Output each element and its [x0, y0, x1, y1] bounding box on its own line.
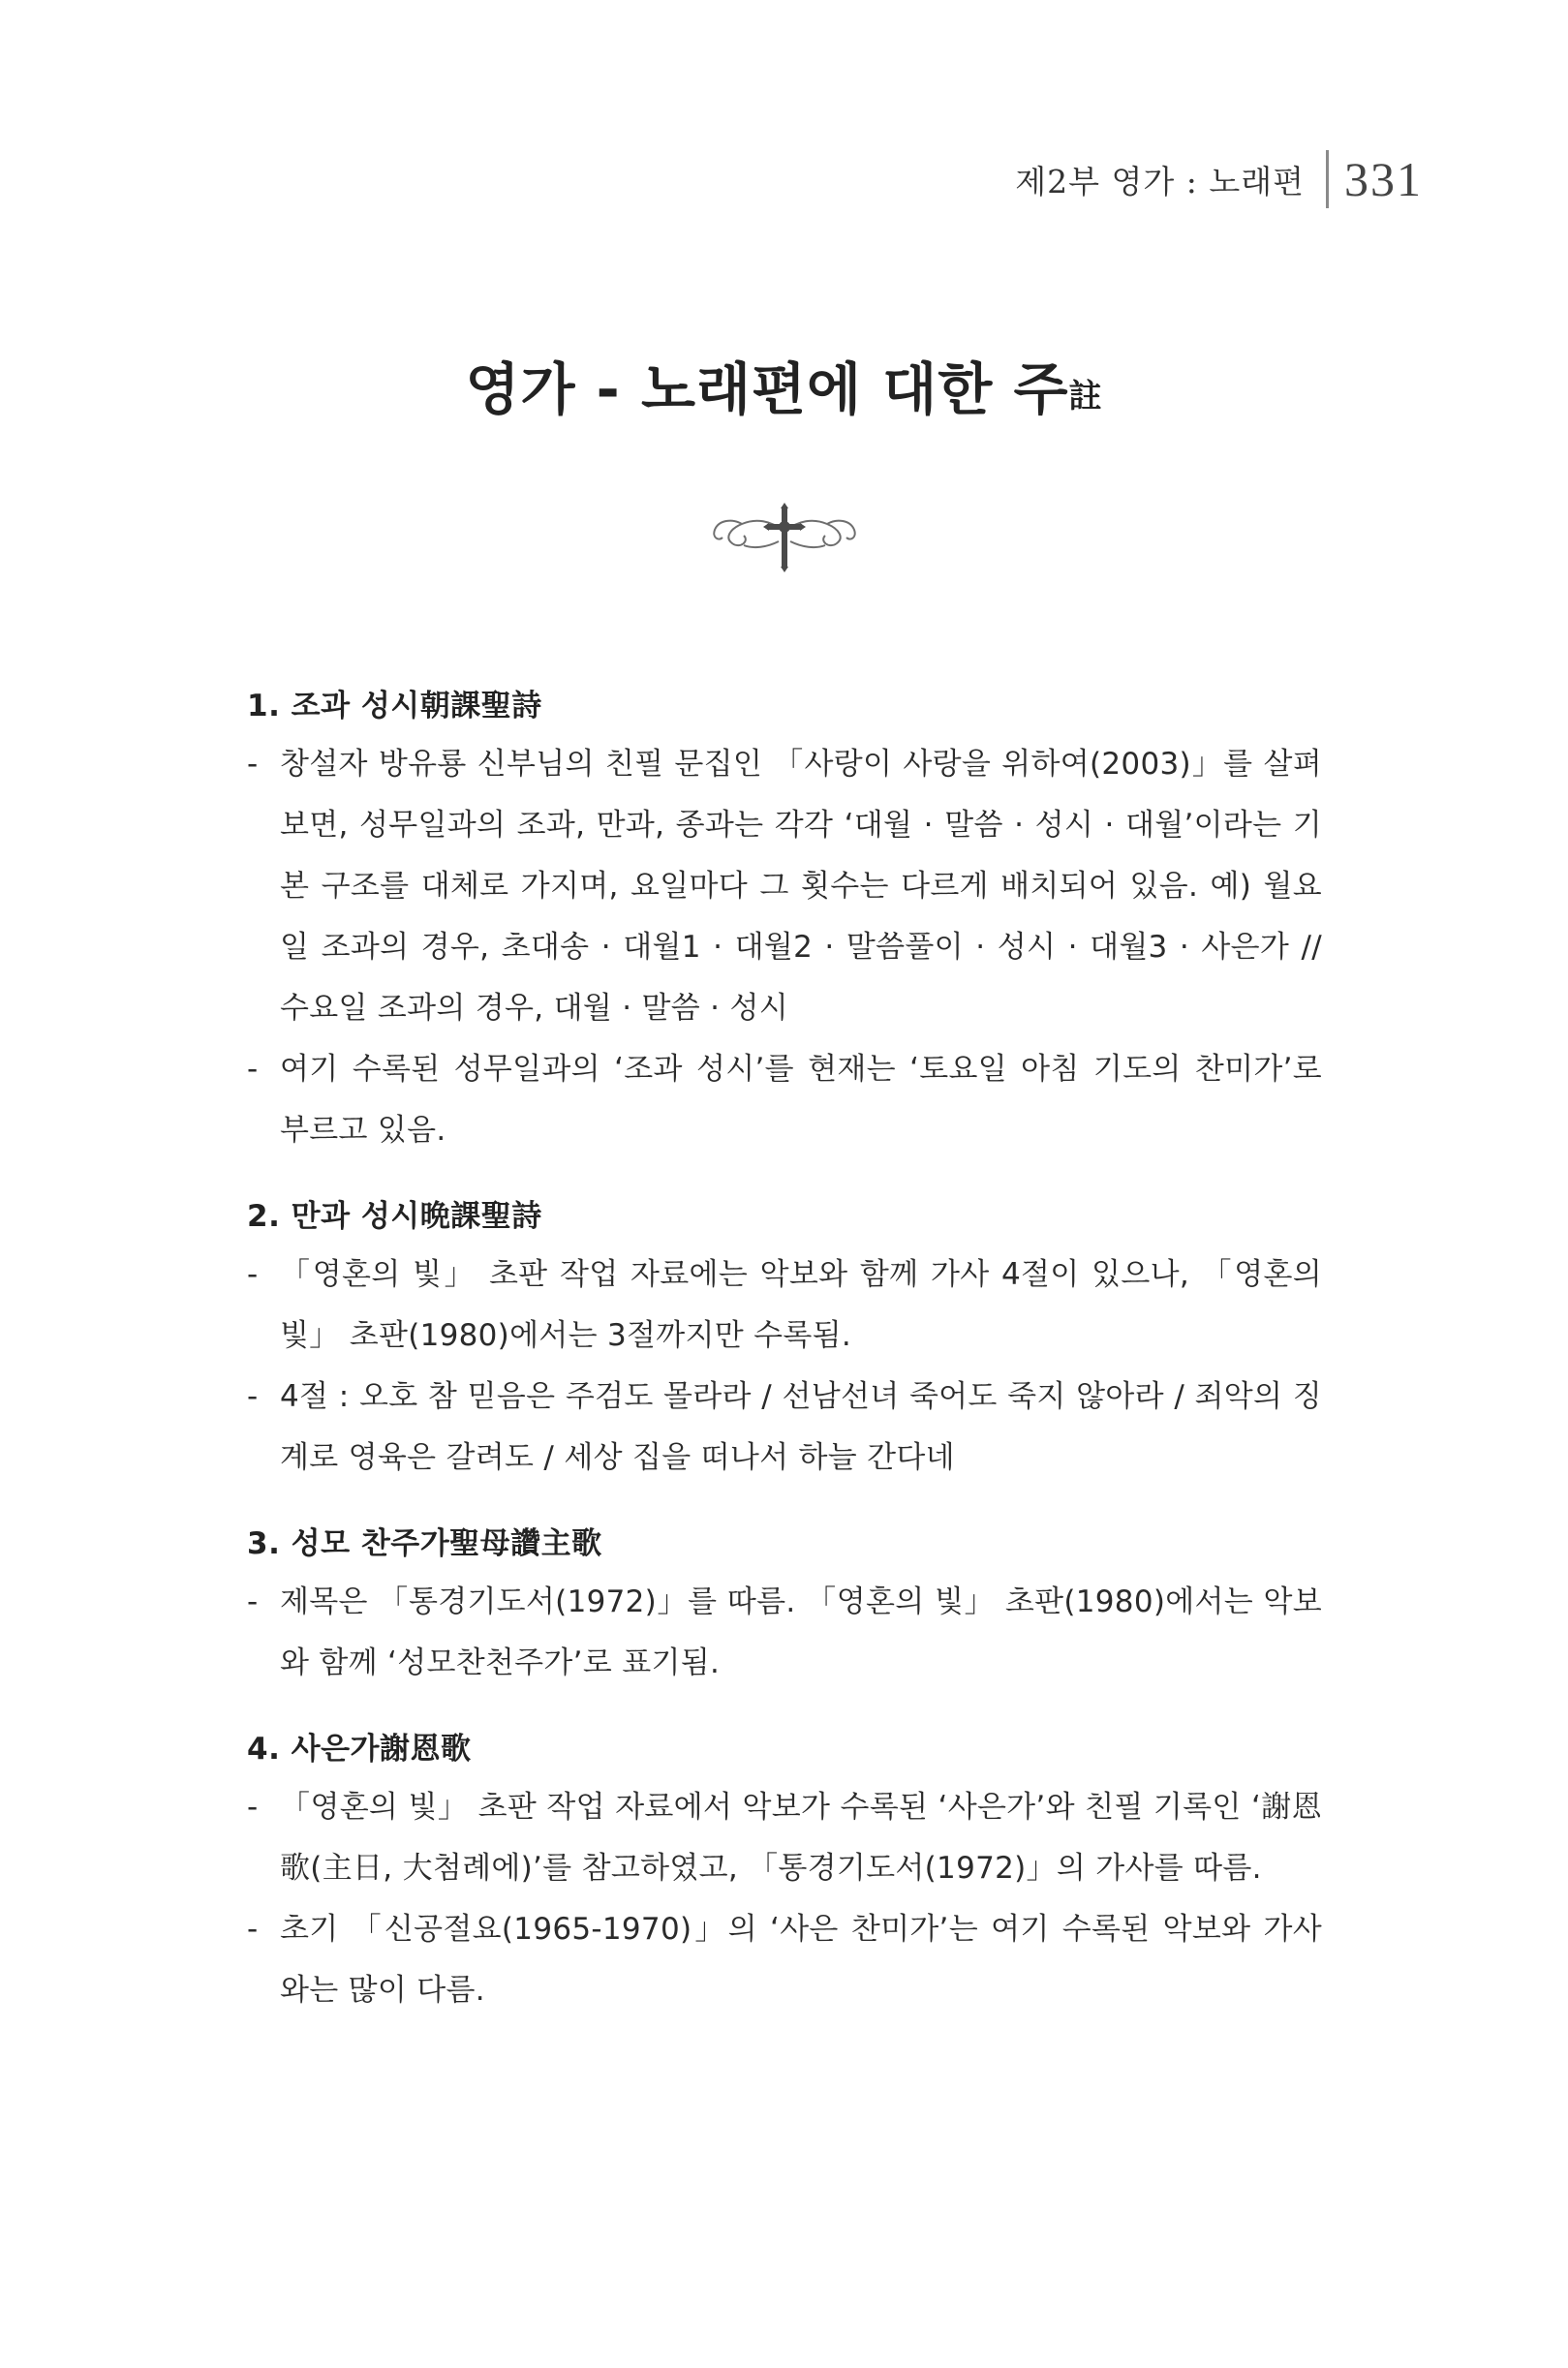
notes-content [247, 678, 1322, 2048]
note-list [247, 1777, 1322, 2021]
page-title [0, 344, 1568, 425]
note-item [247, 1899, 1322, 2021]
note-item [247, 1777, 1322, 1899]
dash-bullet: - [247, 747, 259, 782]
page-title-suffix: 註 [1068, 377, 1103, 416]
dash-bullet: - [247, 1912, 259, 1947]
note-text: 여기 수록된 성무일과의 ‘조과 성시’를 현재는 ‘토요일 아침 기도의 찬미가’로 부르고 있음. [280, 1052, 1322, 1148]
note-item [247, 734, 1322, 1039]
page-title-main: 영가 - 노래편에 대한 주 [465, 356, 1069, 422]
note-text: 「영혼의 빛」 초판 작업 자료에서 악보가 수록된 ‘사은가’와 친필 기록인 ‘謝恩歌(主日, 大첨례에)’를 참고하였고, 「통경기도서(1972)」의 가사를 따름. [280, 1790, 1322, 1886]
cross-flourish-ornament-icon [707, 499, 862, 576]
dash-bullet: - [247, 1379, 259, 1414]
note-section-4 [247, 1721, 1322, 2021]
dash-bullet: - [247, 1052, 259, 1087]
note-list [247, 1245, 1322, 1489]
note-text: 4절 : 오호 참 믿음은 주검도 몰라라 / 선남선녀 죽어도 죽지 않아라 / 죄악의 징계로 영육은 갈려도 / 세상 집을 떠나서 하늘 간다네 [280, 1379, 1322, 1475]
note-section-2 [247, 1188, 1322, 1489]
section-heading: 4. 사은가謝恩歌 [247, 1732, 472, 1767]
note-section-1 [247, 678, 1322, 1161]
note-item [247, 1039, 1322, 1161]
note-text: 제목은 「통경기도서(1972)」를 따름. 「영혼의 빛」 초판(1980)에서는 악보와 함께 ‘성모찬천주가’로 표기됨. [280, 1584, 1322, 1680]
note-section-3 [247, 1516, 1322, 1694]
note-list [247, 1572, 1322, 1694]
section-heading: 2. 만과 성시晩課聖詩 [247, 1199, 542, 1234]
running-title: 제2부 영가 : 노래편 [1015, 162, 1305, 200]
dash-bullet: - [247, 1584, 259, 1619]
note-item [247, 1245, 1322, 1367]
note-text: 창설자 방유룡 신부님의 친필 문집인 「사랑이 사랑을 위하여(2003)」를 살펴보면, 성무일과의 조과, 만과, 종과는 각각 ‘대월 · 말씀 · 성시 · 대월’이라는 기본 구조를 대체로 가지며, 요일마다 그 횟수는 다르게 배치되어 있음. 예) 월요일 조과의 경우, 초대송 · 대월1 · 대월2 · 말씀풀이 · 성시 · 대월3 · 사은가 // 수요일 조과의 경우, 대월 · 말씀 · 성시 [280, 747, 1322, 1026]
note-item [247, 1572, 1322, 1694]
page-number: 331 [1344, 152, 1423, 206]
note-text: 「영혼의 빛」 초판 작업 자료에는 악보와 함께 가사 4절이 있으나, 「영혼의 빛」 초판(1980)에서는 3절까지만 수록됨. [280, 1257, 1322, 1353]
dash-bullet: - [247, 1790, 259, 1825]
section-heading: 3. 성모 찬주가聖母讚主歌 [247, 1526, 602, 1561]
dash-bullet: - [247, 1257, 259, 1292]
running-header [1015, 145, 1423, 213]
note-list [247, 734, 1322, 1161]
section-heading: 1. 조과 성시朝課聖詩 [247, 689, 542, 723]
note-text: 초기 「신공절요(1965-1970)」의 ‘사은 찬미가’는 여기 수록된 악보와 가사와는 많이 다름. [280, 1912, 1322, 2008]
header-divider [1326, 150, 1329, 208]
note-item [247, 1367, 1322, 1489]
